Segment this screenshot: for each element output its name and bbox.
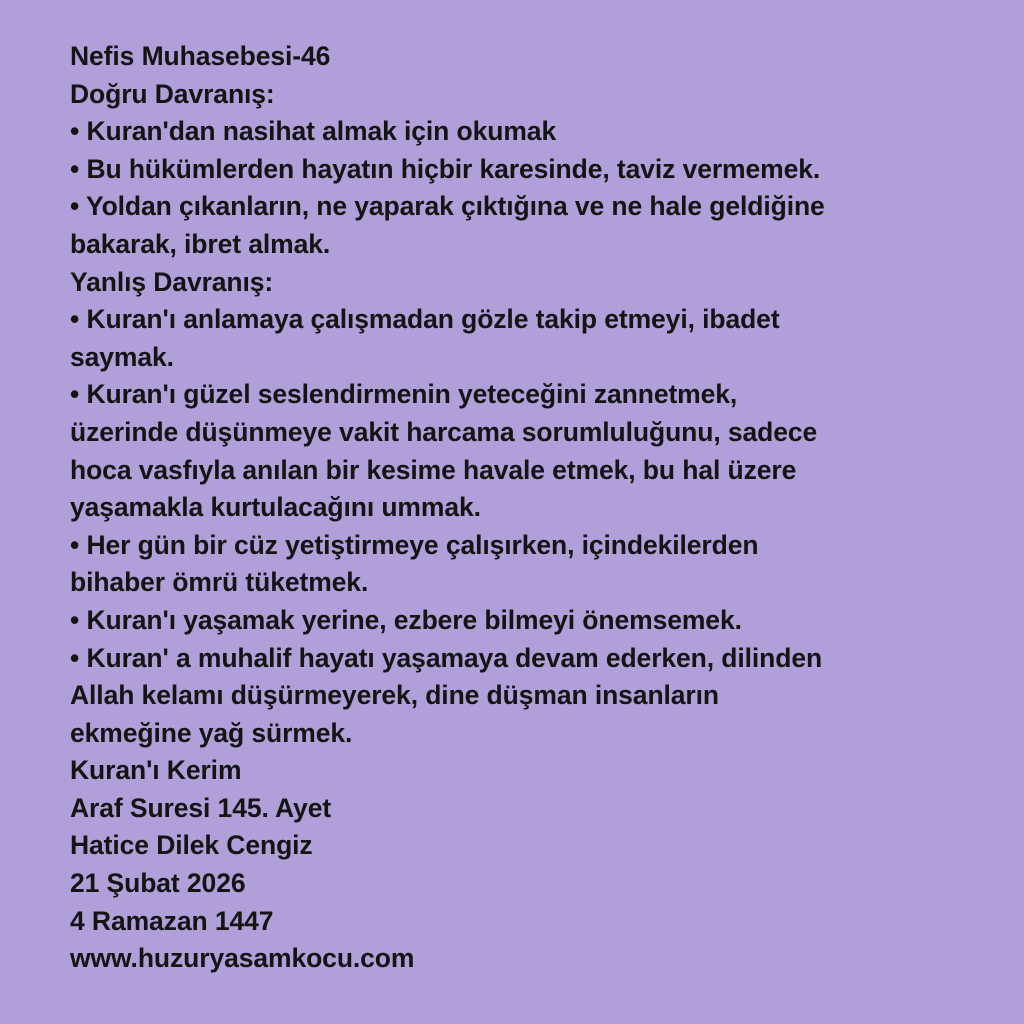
wrong-behavior-line: • Her gün bir cüz yetiştirmeye çalışırken, içindekilerden (70, 529, 759, 560)
wrong-behavior-line: bihaber ömrü tüketmek. (70, 567, 369, 598)
correct-behavior-line: bakarak, ibret almak. (70, 228, 331, 259)
author-name: Hatice Dilek Cengiz (70, 830, 313, 861)
wrong-behavior-line: üzerinde düşünmeye vakit harcama sorumluluğunu, sadece (70, 416, 818, 447)
wrong-behavior-line: hoca vasfıyla anılan bir kesime havale etmek, bu hal üzere (70, 454, 797, 485)
wrong-behavior-line: • Kuran'ı anlamaya çalışmadan gözle takip etmeyi, ibadet (70, 304, 780, 335)
wrong-behavior-heading: Yanlış Davranış: (70, 266, 274, 297)
wrong-behavior-line: saymak. (70, 341, 174, 372)
wrong-behavior-line: • Kuran' a muhalif hayatı yaşamaya devam ederken, dilinden (70, 642, 823, 673)
correct-behavior-line: • Bu hükümlerden hayatın hiçbir karesinde, taviz vermemek. (70, 153, 821, 184)
correct-behavior-line: • Yoldan çıkanların, ne yaparak çıktığına ve ne hale geldiğine (70, 191, 825, 222)
correct-behavior-heading: Doğru Davranış: (70, 78, 275, 109)
wrong-behavior-line: • Kuran'ı güzel seslendirmenin yeteceğini zannetmek, (70, 379, 738, 410)
wrong-behavior-line: ekmeğine yağ sürmek. (70, 717, 353, 748)
wrong-behavior-line: • Kuran'ı yaşamak yerine, ezbere bilmeyi önemsemek. (70, 604, 742, 635)
source-book: Kuran'ı Kerim (70, 755, 242, 786)
date-hijri: 4 Ramazan 1447 (70, 905, 274, 936)
wrong-behavior-line: Allah kelamı düşürmeyerek, dine düşman insanların (70, 680, 719, 711)
post-title: Nefis Muhasebesi-46 (70, 41, 331, 71)
date-gregorian: 21 Şubat 2026 (70, 868, 246, 899)
website-link[interactable]: www.huzuryasamkocu.com (70, 943, 415, 974)
wrong-behavior-line: yaşamakla kurtulacağını ummak. (70, 492, 481, 523)
post-text (70, 38, 1000, 978)
source-verse: Araf Suresi 145. Ayet (70, 792, 332, 823)
correct-behavior-line: • Kuran'dan nasihat almak için okumak (70, 116, 557, 147)
